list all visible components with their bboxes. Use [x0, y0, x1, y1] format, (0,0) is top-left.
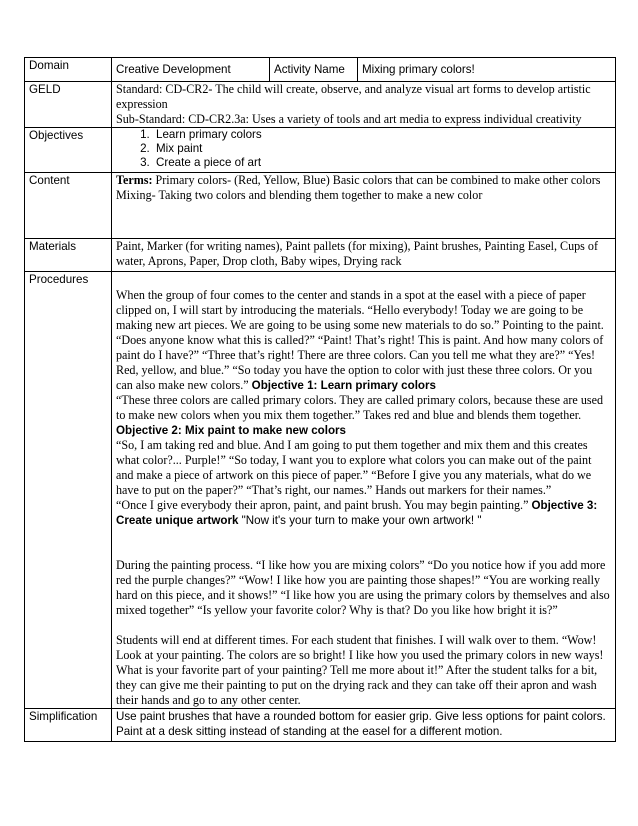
- terms-label: Terms:: [116, 173, 153, 187]
- objectives-list: [116, 128, 611, 170]
- geld-row: [25, 82, 616, 128]
- domain-row: [25, 58, 616, 82]
- procedures-label: Procedures: [25, 272, 112, 709]
- domain-value: Creative Development: [112, 58, 270, 82]
- procedures-paragraph: “So, I am taking red and blue. And I am going to put them together and mix them and this creates what color?... Purple!” “So today, I want you to explore what colors you can make out of the paint and make a piece of artwork on this piece of paper.” “Before I give you any materials, what do we have to put on the paper?” “That’s right, our names.” Hands out markers for their names.”: [116, 438, 592, 497]
- simplification-row: [25, 709, 616, 742]
- objectives-label: Objectives: [25, 128, 112, 173]
- objective-3-heading: Objective 3: Create unique artwork: [116, 499, 598, 527]
- procedures-paragraph: [116, 498, 611, 528]
- lesson-plan-table: [24, 57, 616, 742]
- procedures-paragraph: During the painting process. “I like how you are mixing colors” “Do you notice how if you add more red the purple changes?” “Wow! I like how you are painting those shapes!” “You are working really hard on this piece, and it shows!” “I like how you are using the primary colors by themselves and also mixed together” “Is yellow your favorite color? Why is that? Do you like how bright it is?”: [116, 558, 610, 617]
- objective-1-heading: Objective 1: Learn primary colors: [251, 379, 436, 392]
- content-cell: [112, 173, 616, 239]
- geld-label: GELD: [25, 82, 112, 128]
- procedures-text: “These three colors are called primary colors. They are called primary colors, because these are used to make new colors when you mix them together.” Takes red and blue and blends them together.: [116, 393, 603, 422]
- materials-text: Paint, Marker (for writing names), Paint pallets (for mixing), Paint brushes, Painting Easel, Cups of water, Aprons, Paper, Drop cloth, Baby wipes, Drying rack: [112, 239, 616, 272]
- objective-3-quote: "Now it's your turn to make your own artwork! ": [238, 514, 482, 527]
- activity-name-label: Activity Name: [270, 58, 358, 82]
- objective-2-heading: Objective 2: Mix paint to make new colors: [116, 424, 347, 437]
- content-mixing: Mixing- Taking two colors and blending them together to make a new color: [116, 188, 483, 202]
- objective-item: 2. Mix paint: [153, 142, 611, 156]
- content-label: Content: [25, 173, 112, 239]
- content-terms: [116, 173, 611, 188]
- geld-standard: Standard: CD-CR2- The child will create, observe, and analyze visual art forms to develop artistic expression: [116, 82, 591, 111]
- materials-label: Materials: [25, 239, 112, 272]
- objectives-cell: [112, 128, 616, 173]
- procedures-text: “Once I give everybody their apron, paint, and paint brush. You may begin painting.”: [116, 498, 532, 512]
- terms-text: Primary colors- (Red, Yellow, Blue) Basic colors that can be combined to make other colors: [152, 173, 601, 187]
- simplification-text: Use paint brushes that have a rounded bottom for easier grip. Give less options for paint colors. Paint at a desk sitting instead of standing at the easel for a different motion.: [112, 709, 616, 742]
- objectives-row: [25, 128, 616, 173]
- materials-row: [25, 239, 616, 272]
- procedures-paragraph: [116, 393, 611, 438]
- procedures-paragraph: Students will end at different times. For each student that finishes. I will walk over to them. “Wow! Look at your painting. The colors are so bright! I like how you used the primary colors in new ways! What is your favorite part of your painting? Tell me more about it!” After the student talks for a bit, they can give me their painting to put on the drying rack and they can take off their apron and wash their hands and go to any other center.: [116, 633, 604, 707]
- domain-label: Domain: [25, 58, 112, 82]
- procedures-cell: [112, 272, 616, 709]
- procedures-row: [25, 272, 616, 709]
- geld-cell: [112, 82, 616, 128]
- objective-item: 3. Create a piece of art: [153, 156, 611, 170]
- procedures-text: When the group of four comes to the center and stands in a spot at the easel with a piece of paper clipped on, I will start by introducing the materials. “Hello everybody! Today we are going to be making new art pieces. We are going to be using some new materials to do so.” Pointing to the paint. “Does anyone know what this is called?” “Paint! That’s right! This is paint. And how many colors of paint do I have?” “Three that’s right! There are three colors. Can you tell me what they are?” “Yes! Red, yellow, and blue.” “So today you have the option to color with just these three colors. Or you can also make new colors.”: [116, 288, 604, 392]
- content-row: [25, 173, 616, 239]
- procedures-paragraph: [116, 288, 611, 393]
- activity-name-value: Mixing primary colors!: [358, 58, 616, 82]
- geld-substandard: Sub-Standard: CD-CR2.3a: Uses a variety of tools and art media to express individual creativity: [116, 112, 582, 126]
- objective-item: 1. Learn primary colors: [153, 128, 611, 142]
- simplification-label: Simplification: [25, 709, 112, 742]
